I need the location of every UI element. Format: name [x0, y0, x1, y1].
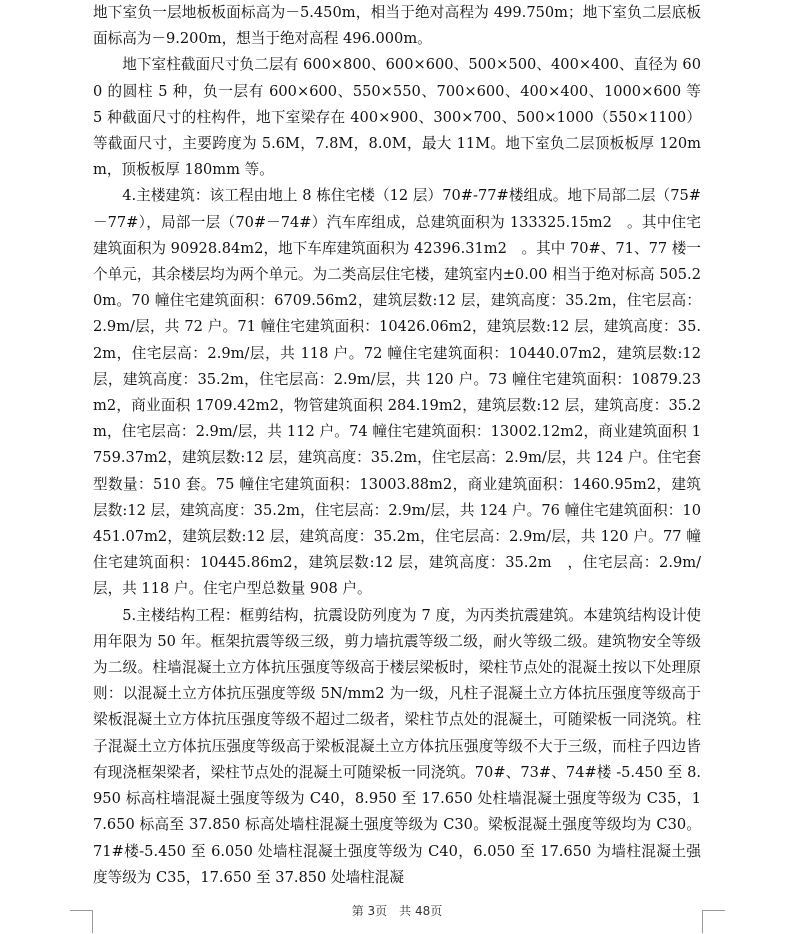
document-body — [93, 0, 701, 891]
paragraph-basement-elevation: 地下室负一层地板板面标高为－5.450m，相当于绝对高程为 499.750m；地下室负二层底板面标高为－9.200m，想当于绝对高程 496.000m。 — [93, 4, 701, 48]
crop-mark-bottom-right — [702, 910, 725, 933]
paragraph-main-building: 4.主楼建筑：该工程由地上 8 栋住宅楼（12 层）70#-77#楼组成。地下局部二层（75#－77#），局部一层（70#－74#）汽车库组成，总建筑面积为 133325.15m2 。其中住宅建筑面积为 90928.84m2，地下车库建筑面积为 42396.31m2 。其中 70#、71、77 楼一个单元，其余楼层均为两个单元。为二类高层住宅楼，建筑室内±0.00 相当于绝对标高 505.20m。70 幢住宅建筑面积：6709.56m2，建筑层数:12 层，建筑高度：35.2m，住宅层高：2.9m/层，共 72 户。71 幢住宅建筑面积：10426.06m2，建筑层数:12 层，建筑高度：35.2m，住宅层高：2.9m/层，共 118 户。72 幢住宅建筑面积：10440.07m2，建筑层数:12 层，建筑高度：35.2m，住宅层高：2.9m/层，共 120 户。73 幢住宅建筑面积：10879.23m2，商业面积 1709.42m2，物管建筑面积 284.19m2，建筑层数:12 层，建筑高度：35.2m，住宅层高：2.9m/层，共 112 户。74 幢住宅建筑面积：13002.12m2，商业建筑面积 1759.37m2，建筑层数:12 层，建筑高度：35.2m，住宅层高：2.9m/层，共 124 户。住宅套型数量：510 套。75 幢住宅建筑面积：13003.88m2，商业建筑面积：1460.95m2，建筑层数:12 层，建筑高度：35.2m，住宅层高：2.9m/层，共 124 户。76 幢住宅建筑面积：10451.07m2，建筑层数:12 层，建筑高度：35.2m，住宅层高：2.9m/层，共 120 户。77 幢住宅建筑面积：10445.86m2，建筑层数:12 层，建筑高度：35.2m ，住宅层高：2.9m/层，共 118 户。住宅户型总数量 908 户。 — [93, 187, 701, 598]
page-number-footer: 第 3页 共 48页 — [351, 904, 443, 918]
paragraph-basement-columns: 地下室柱截面尺寸负二层有 600×800、600×600、500×500、400×400、直径为 600 的圆柱 5 种，负一层有 600×600、550×550、700×600、400×400、1000×600 等 5 种截面尺寸的柱构件，地下室梁存在 400×900、300×700、500×1000（550×1100）等截面尺寸，主要跨度为 5.6M，7.8M，8.0M，最大 11M。地下室负二层顶板板厚 120mm，顶板板厚 180mm 等。 — [93, 56, 701, 179]
paragraph-main-structure: 5.主楼结构工程：框剪结构，抗震设防列度为 7 度，为丙类抗震建筑。本建筑结构设计使用年限为 50 年。框架抗震等级三级，剪力墙抗震等级二级，耐火等级二级。建筑物安全等级为二级。柱墙混凝土立方体抗压强度等级高于楼层梁板时，梁柱节点处的混凝土按以下处理原则：以混凝土立方体抗压强度等级 5N/mm2 为一级，凡柱子混凝土立方体抗压强度等级高于梁板混凝土立方体抗压强度等级不超过二级者，梁柱节点处的混凝土，可随梁板一同浇筑。柱子混凝土立方体抗压强度等级高于梁板混凝土立方体抗压强度等级不大于三级，而柱子四边皆有现浇框架梁者，梁柱节点处的混凝土可随梁板一同浇筑。70#、73#、74#楼 -5.450 至 8.950 标高柱墙混凝土强度等级为 C40，8.950 至 17.650 处柱墙混凝土强度等级为 C35，17.650 标高至 37.850 标高处墙柱混凝土强度等级为 C30。梁板混凝土强度等级均为 C30。71#楼-5.450 至 6.050 处墙柱混凝土强度等级为 C40，6.050 至 17.650 为墙柱混凝土强度等级为 C35，17.650 至 37.850 处墙柱混凝 — [93, 606, 701, 886]
crop-mark-bottom-left — [70, 910, 93, 933]
